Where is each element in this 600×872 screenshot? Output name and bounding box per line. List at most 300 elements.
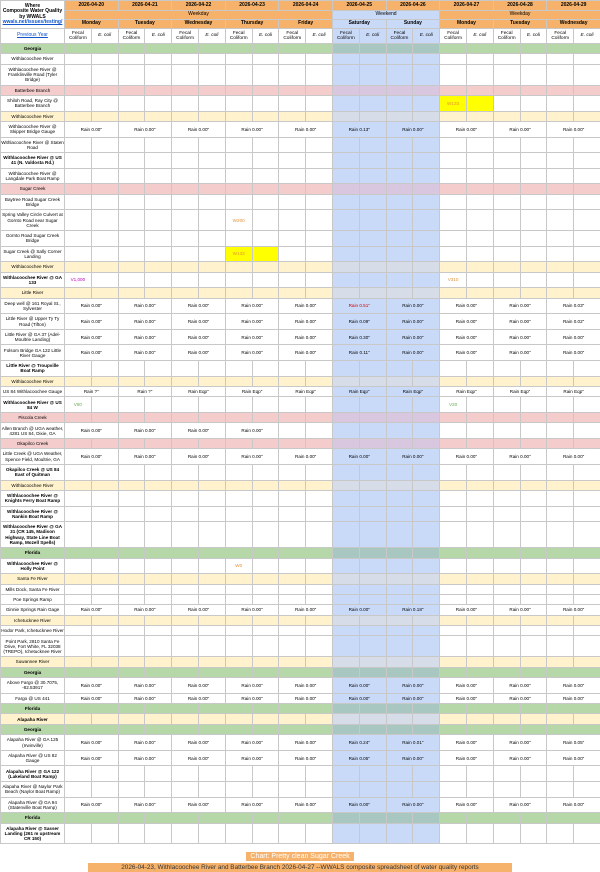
fecal-cell [279, 594, 306, 604]
ecoli-cell [145, 272, 172, 288]
rain-cell: Rain Eqp" [279, 387, 333, 397]
fecal-cell [172, 636, 199, 657]
ecoli-cell [198, 44, 225, 54]
ecoli-cell [145, 397, 172, 413]
ecoli-cell [466, 376, 493, 386]
weekday-group: Weekday [65, 11, 333, 20]
ecoli-cell [306, 704, 333, 714]
fecal-cell [547, 464, 574, 480]
ecoli-cell [574, 397, 600, 413]
fecal-cell [279, 714, 306, 724]
fecal-cell [386, 714, 413, 724]
ecoli-cell [466, 626, 493, 636]
day-header: Wednesday [172, 20, 226, 29]
rain-cell: Rain 0.00" [172, 693, 226, 703]
fecal-cell [65, 704, 92, 714]
ecoli-cell [145, 490, 172, 506]
ecoli-header [359, 29, 386, 44]
rain-cell: Rain 0.00" [118, 314, 172, 330]
fecal-cell [172, 584, 199, 594]
fecal-cell [172, 724, 199, 734]
ecoli-cell [252, 413, 279, 423]
ecoli-cell [198, 667, 225, 677]
ecoli-cell [574, 594, 600, 604]
ecoli-cell [520, 657, 547, 667]
ecoli-cell [574, 246, 600, 262]
fecal-cell [440, 168, 467, 184]
ecoli-cell [413, 376, 440, 386]
table-row [1, 314, 600, 330]
ecoli-cell [520, 584, 547, 594]
fecal-cell [493, 210, 520, 231]
ecoli-cell [359, 44, 386, 54]
fecal-cell [386, 636, 413, 657]
fecal-cell [332, 714, 359, 724]
rain-cell: Rain 0.00" [493, 298, 547, 314]
location-cell: Spring Valley Circle Culvert at Gornto Road near Sugar Creek [1, 210, 65, 231]
fecal-cell [172, 615, 199, 625]
date-header: 2026-04-22 [172, 1, 226, 11]
rain-cell: Rain 0.00" [386, 314, 440, 330]
ecoli-cell [466, 464, 493, 480]
fecal-cell [332, 766, 359, 782]
table-row [1, 387, 600, 397]
fecal-cell [225, 724, 252, 734]
location-cell: Alapaha River @ GA 125 (Irwinville) [1, 735, 65, 751]
fecal-cell [279, 64, 306, 85]
ecoli-cell [520, 522, 547, 548]
fecal-cell [65, 361, 92, 377]
rain-cell: Rain 0.00" [440, 449, 494, 465]
rain-cell: Rain 0.00" [386, 449, 440, 465]
rain-cell: Rain 0.00" [279, 693, 333, 703]
fecal-cell [332, 439, 359, 449]
fecal-cell [118, 615, 145, 625]
fecal-cell [440, 246, 467, 262]
fecal-cell [332, 361, 359, 377]
fecal-cell [65, 724, 92, 734]
rain-cell: Rain 0.00" [172, 329, 226, 345]
ecoli-cell [574, 231, 600, 247]
table-row [1, 153, 600, 169]
ecoli-cell [145, 44, 172, 54]
ecoli-cell [413, 522, 440, 548]
ecoli-cell [91, 262, 118, 272]
location-cell: Georgia [1, 724, 65, 734]
fecal-cell [493, 667, 520, 677]
ecoli-cell [359, 626, 386, 636]
fecal-cell [493, 594, 520, 604]
ecoli-cell [145, 262, 172, 272]
fecal-cell [118, 548, 145, 558]
fecal-cell [332, 584, 359, 594]
ecoli-cell [252, 657, 279, 667]
ecoli-cell [520, 95, 547, 111]
fecal-cell [332, 184, 359, 194]
ecoli-cell [91, 626, 118, 636]
ecoli-cell [359, 423, 386, 439]
ecoli-cell [145, 724, 172, 734]
fecal-cell [118, 584, 145, 594]
fecal-cell [386, 272, 413, 288]
table-row [1, 85, 600, 95]
ecoli-header-text: E. coli [313, 33, 326, 38]
table-row [1, 693, 600, 703]
fecal-cell [493, 490, 520, 506]
fecal-cell [386, 361, 413, 377]
ecoli-cell [252, 272, 279, 288]
rain-cell: Rain 0.00" [225, 797, 279, 813]
ecoli-cell [145, 657, 172, 667]
fecal-cell [225, 168, 252, 184]
rain-cell: Rain 0.00" [65, 298, 119, 314]
fecal-cell [279, 506, 306, 522]
ecoli-cell [359, 137, 386, 153]
rain-cell: Rain 0.24" [332, 735, 386, 751]
fecal-cell [493, 85, 520, 95]
ecoli-cell [252, 522, 279, 548]
ecoli-cell [413, 782, 440, 798]
rain-cell: Rain 0.00" [225, 735, 279, 751]
fecal-cell [172, 231, 199, 247]
fecal-cell [493, 397, 520, 413]
fecal-cell [225, 782, 252, 798]
ecoli-cell [466, 724, 493, 734]
rain-cell: Rain 0.00" [118, 121, 172, 137]
table-row [1, 782, 600, 798]
fecal-cell [65, 153, 92, 169]
fecal-cell [332, 137, 359, 153]
rain-cell: Rain 0.00" [225, 693, 279, 703]
fecal-cell [65, 376, 92, 386]
fecal-cell [547, 657, 574, 667]
ecoli-cell [359, 376, 386, 386]
ecoli-cell [413, 823, 440, 844]
location-cell: Alapaha River @ US 82 Gauge [1, 750, 65, 766]
location-cell: Georgia [1, 44, 65, 54]
ecoli-cell [520, 548, 547, 558]
fecal-cell [386, 95, 413, 111]
ecoli-cell [413, 615, 440, 625]
ecoli-cell [198, 439, 225, 449]
rain-cell: Rain 0.09" [332, 314, 386, 330]
ecoli-cell [91, 464, 118, 480]
ecoli-cell [306, 194, 333, 210]
fecal-cell [386, 782, 413, 798]
ecoli-cell [306, 558, 333, 574]
ecoli-cell [574, 667, 600, 677]
ecoli-header-text: E. coli [420, 33, 433, 38]
fecal-cell [65, 714, 92, 724]
ecoli-cell [145, 636, 172, 657]
location-cell: Withlacoochee River [1, 262, 65, 272]
ecoli-cell [574, 184, 600, 194]
fecal-cell [172, 64, 199, 85]
ecoli-cell [520, 111, 547, 121]
fecal-cell [172, 667, 199, 677]
fecal-cell [225, 714, 252, 724]
ecoli-cell [198, 153, 225, 169]
ecoli-cell [145, 813, 172, 823]
fecal-cell [65, 184, 92, 194]
location-cell: Withlacoochee River @ Knights Ferry Boat Ramp [1, 490, 65, 506]
fecal-cell [279, 464, 306, 480]
table-row [1, 594, 600, 604]
fecal-cell [547, 413, 574, 423]
fecal-cell [279, 548, 306, 558]
rain-cell: Rain 0.00" [118, 750, 172, 766]
ecoli-cell [252, 153, 279, 169]
ecoli-cell [145, 231, 172, 247]
fecal-cell [65, 594, 92, 604]
location-cell: Baytree Road Sugar Creek Bridge [1, 194, 65, 210]
fecal-cell [386, 506, 413, 522]
table-row [1, 548, 600, 558]
ecoli-cell [520, 153, 547, 169]
ecoli-cell [574, 153, 600, 169]
fecal-cell [118, 574, 145, 584]
rain-cell: Rain 0.00" [493, 329, 547, 345]
ecoli-cell [413, 44, 440, 54]
ecoli-cell [306, 464, 333, 480]
fecal-cell [440, 137, 467, 153]
fecal-cell [547, 111, 574, 121]
rain-cell: Rain 0.01" [386, 735, 440, 751]
ecoli-header [306, 29, 333, 44]
ecoli-cell [306, 636, 333, 657]
rain-cell: Rain 0.00" [225, 605, 279, 615]
fecal-cell [547, 584, 574, 594]
ecoli-cell [466, 95, 493, 111]
caption [0, 845, 600, 872]
ecoli-cell [306, 137, 333, 153]
ecoli-cell [413, 667, 440, 677]
ecoli-cell [359, 714, 386, 724]
ecoli-cell [466, 361, 493, 377]
ecoli-cell [252, 724, 279, 734]
rain-cell: Rain 0.11" [332, 345, 386, 361]
wwals-link[interactable]: wwals.net/issues/testing/ [1, 20, 64, 25]
fecal-cell [279, 288, 306, 298]
ecoli-cell [520, 724, 547, 734]
fecal-cell [440, 506, 467, 522]
fecal-cell [118, 194, 145, 210]
ecoli-cell [91, 594, 118, 604]
ecoli-cell [413, 153, 440, 169]
ecoli-cell [413, 137, 440, 153]
fecal-cell [440, 44, 467, 54]
fecal-cell [547, 782, 574, 798]
ecoli-cell [145, 522, 172, 548]
fecal-cell [547, 64, 574, 85]
ecoli-cell [574, 490, 600, 506]
rain-cell: Rain 0.00" [440, 298, 494, 314]
date-header: 2026-04-29 [547, 1, 600, 11]
fecal-cell [118, 766, 145, 782]
ecoli-cell [359, 704, 386, 714]
ecoli-cell [413, 464, 440, 480]
fecal-cell [118, 111, 145, 121]
ecoli-cell [91, 439, 118, 449]
ecoli-cell [252, 95, 279, 111]
ecoli-cell [306, 168, 333, 184]
table-row [1, 490, 600, 506]
location-cell: Little River [1, 288, 65, 298]
ecoli-cell [198, 766, 225, 782]
rain-cell: Rain 0.00" [118, 345, 172, 361]
fecal-cell [332, 558, 359, 574]
ecoli-cell [359, 522, 386, 548]
ecoli-cell [413, 636, 440, 657]
ecoli-header-text: E. coli [98, 33, 111, 38]
fecal-cell [172, 506, 199, 522]
ecoli-cell [252, 376, 279, 386]
rain-cell: Rain 0.00" [225, 345, 279, 361]
ecoli-cell [359, 194, 386, 210]
rain-cell: Rain 0.00" [65, 750, 119, 766]
ecoli-cell [520, 376, 547, 386]
rain-cell: Rain Eqp" [547, 387, 600, 397]
fecal-cell [332, 704, 359, 714]
fecal-cell [493, 111, 520, 121]
ecoli-cell [306, 626, 333, 636]
ecoli-cell [198, 111, 225, 121]
ecoli-cell [198, 361, 225, 377]
location-cell: Batterbee Branch [1, 85, 65, 95]
fecal-coliform-header: Fecal Coliform [386, 29, 413, 44]
table-row [1, 111, 600, 121]
fecal-cell [332, 615, 359, 625]
ecoli-cell [145, 714, 172, 724]
table-row [1, 480, 600, 490]
location-cell: Little River @ Troupville Boat Ramp [1, 361, 65, 377]
ecoli-cell [91, 667, 118, 677]
fecal-cell [386, 480, 413, 490]
fecal-cell [118, 246, 145, 262]
fecal-cell [386, 246, 413, 262]
ecoli-cell [306, 361, 333, 377]
fecal-cell [65, 413, 92, 423]
rain-cell: Rain 0.00" [65, 693, 119, 703]
previous-year-link[interactable]: Previous Year [1, 29, 65, 44]
fecal-coliform-header: Fecal Coliform [118, 29, 145, 44]
rain-cell: Rain 0.00" [547, 797, 600, 813]
location-cell: Ichetucknee River [1, 615, 65, 625]
ecoli-cell [520, 423, 547, 439]
ecoli-cell [306, 615, 333, 625]
ecoli-cell [574, 361, 600, 377]
fecal-cell [332, 95, 359, 111]
ecoli-cell [413, 724, 440, 734]
ecoli-cell [198, 584, 225, 594]
rain-cell: Rain 0.00" [65, 449, 119, 465]
ecoli-cell [145, 64, 172, 85]
fecal-cell [440, 657, 467, 667]
rain-cell: Rain 0.00" [65, 605, 119, 615]
rain-cell: Rain 0.00" [279, 678, 333, 694]
ecoli-cell [520, 490, 547, 506]
table-row [1, 361, 600, 377]
fecal-cell [225, 490, 252, 506]
fecal-cell [547, 667, 574, 677]
ecoli-header [520, 29, 547, 44]
ecoli-cell [198, 615, 225, 625]
ecoli-cell [359, 210, 386, 231]
location-cell: Withlacoochee River @ Skipper Bridge Gauge [1, 121, 65, 137]
location-cell: Florida [1, 813, 65, 823]
table-row [1, 464, 600, 480]
location-cell: Suwannee River [1, 657, 65, 667]
fecal-cell [386, 231, 413, 247]
rain-cell: Rain 0.00" [65, 423, 119, 439]
fecal-cell [332, 506, 359, 522]
date-header: 2026-04-21 [118, 1, 172, 11]
fecal-cell [547, 636, 574, 657]
fecal-cell [332, 423, 359, 439]
location-cell: Florida [1, 548, 65, 558]
ecoli-cell [413, 506, 440, 522]
ecoli-cell [306, 376, 333, 386]
fecal-cell [493, 184, 520, 194]
fecal-cell [440, 813, 467, 823]
ecoli-cell [91, 766, 118, 782]
ecoli-cell [91, 376, 118, 386]
ecoli-cell [198, 262, 225, 272]
fecal-cell [493, 558, 520, 574]
sample-result: W200 [225, 210, 252, 231]
fecal-cell [440, 548, 467, 558]
fecal-cell [225, 288, 252, 298]
ecoli-cell [198, 548, 225, 558]
ecoli-cell [252, 111, 279, 121]
fecal-cell [493, 615, 520, 625]
fecal-cell [118, 210, 145, 231]
fecal-cell [386, 194, 413, 210]
rain-cell: Rain 0.00" [332, 693, 386, 703]
ecoli-cell [306, 111, 333, 121]
fecal-cell [172, 272, 199, 288]
fecal-cell [547, 376, 574, 386]
rain-cell: Rain 0.00" [493, 735, 547, 751]
weekday-group: Weekday [440, 11, 600, 20]
ecoli-cell [520, 194, 547, 210]
fecal-cell [118, 667, 145, 677]
ecoli-cell [466, 657, 493, 667]
day-header: Saturday [332, 20, 386, 29]
table-row [1, 210, 600, 231]
fecal-cell [118, 54, 145, 64]
rain-cell: Rain 0.00" [547, 449, 600, 465]
ecoli-cell [574, 194, 600, 210]
ecoli-cell [359, 361, 386, 377]
fecal-cell [440, 85, 467, 95]
fecal-cell [172, 823, 199, 844]
ecoli-cell [306, 813, 333, 823]
location-cell: Alapaha River [1, 714, 65, 724]
ecoli-cell [91, 782, 118, 798]
ecoli-cell [359, 54, 386, 64]
table-row [1, 766, 600, 782]
fecal-cell [118, 480, 145, 490]
fecal-cell [172, 376, 199, 386]
weekend-group: Weekend [332, 11, 439, 20]
fecal-cell [386, 558, 413, 574]
fecal-cell [118, 506, 145, 522]
ecoli-cell [252, 636, 279, 657]
ecoli-cell [413, 480, 440, 490]
fecal-cell [279, 574, 306, 584]
fecal-cell [547, 704, 574, 714]
